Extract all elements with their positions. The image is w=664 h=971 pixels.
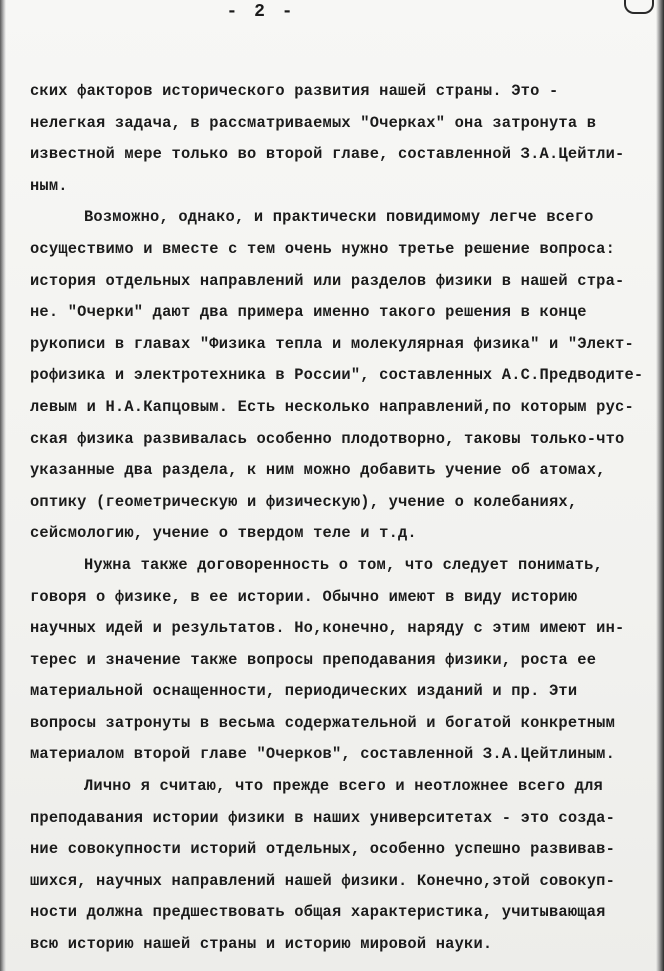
page-right-edge [656, 0, 664, 971]
text-line: рукописи в главах "Физика тепла и молекулярная физика" и "Элект- [30, 334, 634, 353]
text-line: история отдельных направлений или разделов физики в нашей стра- [30, 271, 625, 290]
text-line: вопросы затронуты в весьма содержательной и богатой конкретным [30, 713, 616, 732]
text-line: известной мере только во второй главе, составленной З.А.Цейтли- [30, 145, 625, 164]
page-left-edge [0, 0, 6, 971]
body-text [30, 76, 648, 961]
text-line: рофизика и электротехника в России", составленных А.С.Предводите- [30, 366, 644, 385]
text-line: терес и значение также вопросы преподавания физики, роста ее [30, 650, 597, 669]
text-line: шихся, научных направлений нашей физики. Конечно,этой совокуп- [30, 871, 616, 890]
text-line: Нужна также договоренность о том, что следует понимать, [84, 555, 603, 574]
text-line: материалом второй главе "Очерков", составленной З.А.Цейтлиным. [30, 745, 616, 764]
text-line: всю историю нашей страны и историю мировой науки. [30, 935, 493, 954]
page-number: - 2 - [226, 2, 296, 22]
text-line: ным. [30, 176, 68, 195]
text-line: левым и Н.А.Капцовым. Есть несколько направлений,по которым рус- [30, 397, 634, 416]
text-line: осуществимо и вместе с тем очень нужно третье решение вопроса: [30, 239, 616, 258]
text-line: Лично я считаю, что прежде всего и неотложнее всего для [84, 777, 603, 796]
text-line: указанные два раздела, к ним можно добавить учение об атомах, [30, 461, 606, 480]
text-line: не. "Очерки" дают два примера именно такого решения в конце [30, 303, 587, 322]
page-corner-mark [624, 0, 654, 14]
text-line: преподавания истории физики в наших университетах - это созда- [30, 808, 616, 827]
text-line: сейсмологию, учение о твердом теле и т.д. [30, 524, 417, 543]
text-line: ская физика развивалась особенно плодотворно, таковы только-что [30, 429, 625, 448]
text-line: ских факторов исторического развития нашей страны. Это - [30, 82, 559, 100]
text-line: ние совокупности историй отдельных, особенно успешно развивав- [30, 840, 616, 859]
text-line: материальной оснащенности, периодических изданий и пр. Эти [30, 682, 578, 701]
text-line: Возможно, однако, и практически повидимому легче всего [84, 208, 594, 227]
text-line: ности должна предшествовать общая характеристика, учитывающая [30, 903, 606, 922]
text-line: нелегкая задача, в рассматриваемых "Очерках" она затронута в [30, 113, 597, 132]
text-line: оптику (геометрическую и физическую), учение о колебаниях, [30, 492, 578, 511]
text-line: говоря о физике, в ее истории. Обычно имеют в виду историю [30, 587, 578, 606]
text-line: научных идей и результатов. Но,конечно, наряду с этим имеют ин- [30, 619, 625, 638]
